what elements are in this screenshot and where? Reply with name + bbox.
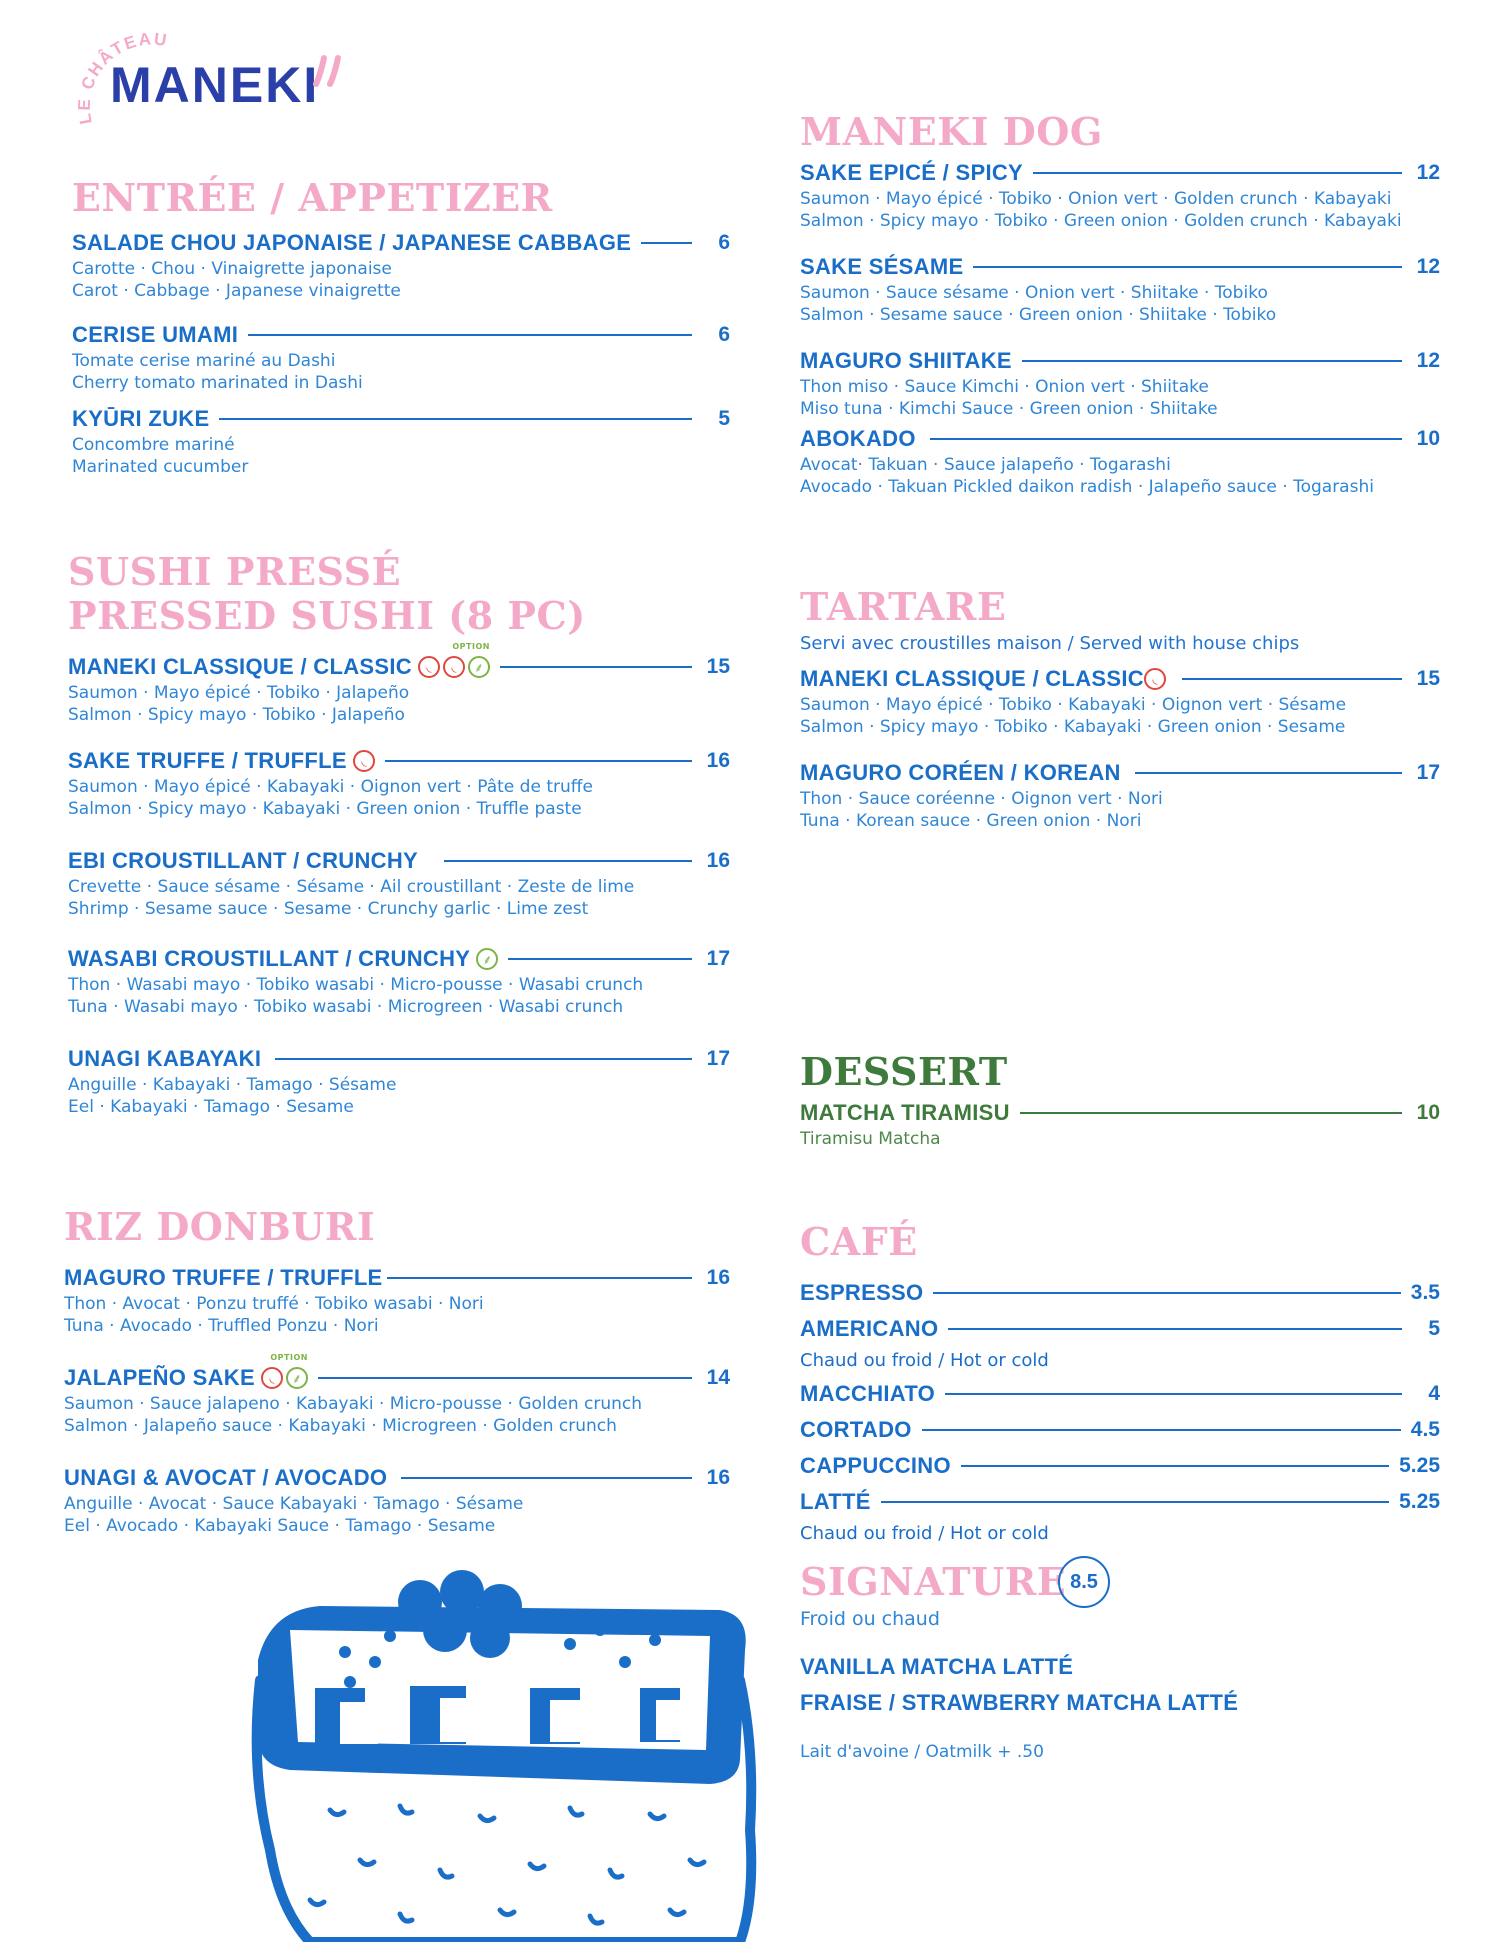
chili-icon: ◟ <box>261 1367 283 1389</box>
menu-item <box>800 1314 1440 1371</box>
item-desc-fr: Carotte · Chou · Vinaigrette japonaise <box>72 259 392 279</box>
item-name: CERISE UMAMI <box>72 322 239 347</box>
item-name: UNAGI KABAYAKI <box>68 1046 262 1071</box>
item-desc-fr: Thon · Avocat · Ponzu truffé · Tobiko wasabi · Nori <box>64 1294 484 1314</box>
menu-item <box>64 1263 730 1337</box>
item-desc-fr: Crevette · Sauce sésame · Sésame · Ail croustillant · Zeste de lime <box>68 877 635 897</box>
chili-icon: ◟ <box>418 656 440 678</box>
item-price: 15 <box>706 655 730 678</box>
item-name: MACCHIATO <box>800 1381 936 1406</box>
item-desc-en: Tuna · Avocado · Truffled Ponzu · Nori <box>64 1316 379 1336</box>
item-desc-en: Salmon · Spicy mayo · Tobiko · Green onion · Golden crunch · Kabayaki <box>800 211 1402 231</box>
diet-icons <box>1144 668 1166 690</box>
leader-line <box>1022 360 1402 362</box>
item-price: 16 <box>706 749 730 772</box>
item-desc-en: Miso tuna · Kimchi Sauce · Green onion · Shiitake <box>800 399 1218 419</box>
menu-item <box>64 1463 730 1537</box>
leader-line <box>219 418 692 420</box>
leader-line <box>275 1058 692 1060</box>
item-price: 5 <box>718 407 730 430</box>
item-price: 16 <box>706 1466 730 1489</box>
menu-item <box>68 642 730 726</box>
leader-line <box>1182 678 1402 680</box>
item-price: 6 <box>718 323 730 346</box>
leader-line <box>641 242 692 244</box>
item-desc-en: Carot · Cabbage · Japanese vinaigrette <box>72 281 401 301</box>
item-name: CORTADO <box>800 1417 912 1442</box>
item-name: MAGURO TRUFFE / TRUFFLE <box>64 1265 383 1290</box>
menu-item <box>800 158 1440 232</box>
item-price: 3.5 <box>1410 1281 1440 1304</box>
cafe-title: CAFÉ <box>800 1219 918 1264</box>
menu-item <box>68 746 730 820</box>
menu-item <box>68 944 730 1018</box>
option-label: OPTION <box>270 1353 308 1362</box>
item-price: 4.5 <box>1410 1418 1440 1441</box>
chili-icon: ◟ <box>353 750 375 772</box>
tartare-note: Servi avec croustilles maison / Served with house chips <box>800 633 1300 654</box>
item-desc-en: Salmon · Spicy mayo · Tobiko · Kabayaki · Green onion · Sesame <box>800 717 1346 737</box>
item-desc-fr: Anguille · Kabayaki · Tamago · Sésame <box>68 1075 397 1095</box>
signature-section <box>800 1560 1440 1762</box>
signature-item: VANILLA MATCHA LATTÉ <box>800 1654 1074 1679</box>
logo-arc-text: LE CHÂTEAU <box>74 29 170 126</box>
right-column <box>800 0 1440 1942</box>
menu-item <box>72 404 730 478</box>
chili-icon: ◟ <box>1144 668 1166 690</box>
menu-item <box>800 252 1440 326</box>
item-name: UNAGI & AVOCAT / AVOCADO <box>64 1465 388 1490</box>
item-name: AMERICANO <box>800 1316 939 1341</box>
item-name: EBI CROUSTILLANT / CRUNCHY <box>68 848 419 873</box>
item-desc-en: Salmon · Jalapeño sauce · Kabayaki · Microgreen · Golden crunch <box>64 1416 617 1436</box>
item-desc: Tiramisu Matcha <box>800 1129 941 1149</box>
item-name: MATCHA TIRAMISU <box>800 1100 1010 1125</box>
appetizer-section <box>72 176 730 496</box>
item-desc-en: Tuna · Wasabi mayo · Tobiko wasabi · Microgreen · Wasabi crunch <box>68 997 624 1017</box>
signature-price-badge: 8.5 <box>1058 1556 1110 1608</box>
tartare-section <box>800 585 1440 850</box>
menu-item <box>800 1098 1440 1150</box>
item-price: 5.25 <box>1399 1490 1440 1513</box>
leader-line <box>444 860 692 862</box>
signature-title: SIGNATURE <box>800 1559 1067 1604</box>
item-desc-en: Avocado · Takuan Pickled daikon radish · Jalapeño sauce · Togarashi <box>800 477 1374 497</box>
item-desc-fr: Saumon · Mayo épicé · Kabayaki · Oignon vert · Pâte de truffe <box>68 777 593 797</box>
item-name: MANEKI CLASSIQUE / CLASSIC <box>68 654 412 679</box>
item-desc-fr: Tomate cerise mariné au Dashi <box>72 351 336 371</box>
donburi-title: RIZ DONBURI <box>64 1204 376 1249</box>
leader-line <box>945 1393 1402 1395</box>
item-name: JALAPEÑO SAKE <box>64 1365 255 1390</box>
leader-line <box>933 1292 1400 1294</box>
diet-icons <box>353 750 375 772</box>
item-name: WASABI CROUSTILLANT / CRUNCHY <box>68 946 471 971</box>
sushi-drawing <box>250 1570 770 1942</box>
leader-line <box>881 1501 1389 1503</box>
pressed-sushi-section <box>68 550 730 1136</box>
item-desc-fr: Thon · Sauce coréenne · Oignon vert · Nori <box>800 789 1163 809</box>
leader-line <box>387 1277 692 1279</box>
item-name: LATTÉ <box>800 1489 871 1514</box>
pressed-sushi-title-line1: SUSHI PRESSÉ <box>68 549 402 594</box>
item-desc-en: Salmon · Sesame sauce · Green onion · Shiitake · Tobiko <box>800 305 1277 325</box>
item-desc-fr: Saumon · Sauce jalapeno · Kabayaki · Micro-pousse · Golden crunch <box>64 1394 643 1414</box>
signature-item: FRAISE / STRAWBERRY MATCHA LATTÉ <box>800 1690 1239 1715</box>
pressed-sushi-title-line2: PRESSED SUSHI (8 PC) <box>68 593 586 638</box>
gluten-free-icon: ⸙ <box>476 948 498 970</box>
item-desc-fr: Thon miso · Sauce Kimchi · Onion vert · Shiitake <box>800 377 1209 397</box>
menu-item <box>72 228 730 302</box>
leader-line <box>1033 172 1402 174</box>
leader-line <box>1135 772 1402 774</box>
item-price: 5.25 <box>1399 1454 1440 1477</box>
pressed-sushi-illustration <box>250 1570 770 1942</box>
item-name: SAKE EPICÉ / SPICY <box>800 160 1024 185</box>
leader-line <box>922 1429 1401 1431</box>
cafe-section <box>800 1220 1440 1552</box>
leader-line <box>948 1328 1402 1330</box>
item-name: SALADE CHOU JAPONAISE / JAPANESE CABBAGE <box>72 230 632 255</box>
item-price: 12 <box>1416 161 1440 184</box>
item-price: 17 <box>706 1047 730 1070</box>
chili-icon: ◟ <box>443 656 465 678</box>
menu-item <box>68 1044 730 1118</box>
drink-note: Chaud ou froid / Hot or cold <box>800 1350 1049 1371</box>
tartare-title: TARTARE <box>800 584 1007 629</box>
leader-line <box>500 666 692 668</box>
leader-line <box>961 1465 1389 1467</box>
menu-item <box>800 1487 1440 1544</box>
item-desc-en: Cherry tomato marinated in Dashi <box>72 373 363 393</box>
menu-item <box>64 1353 730 1437</box>
menu-item <box>800 346 1440 420</box>
option-label: OPTION <box>452 642 490 651</box>
gluten-free-icon: ⸙ <box>468 656 490 678</box>
drink-note: Chaud ou froid / Hot or cold <box>800 1523 1049 1544</box>
item-price: 4 <box>1428 1382 1440 1405</box>
menu-item <box>68 846 730 920</box>
logo-name: MANEKI <box>110 57 320 113</box>
leader-line <box>973 266 1402 268</box>
item-desc-fr: Saumon · Mayo épicé · Tobiko · Jalapeño <box>68 683 410 703</box>
item-desc-fr: Saumon · Sauce sésame · Onion vert · Shiitake · Tobiko <box>800 283 1268 303</box>
item-price: 10 <box>1416 427 1440 450</box>
item-price: 17 <box>706 947 730 970</box>
item-price: 12 <box>1416 255 1440 278</box>
dessert-section <box>800 1050 1440 1168</box>
diet-icons <box>261 1353 308 1389</box>
item-desc-en: Salmon · Spicy mayo · Tobiko · Jalapeño <box>68 705 405 725</box>
item-desc-fr: Saumon · Mayo épicé · Tobiko · Onion vert · Golden crunch · Kabayaki <box>800 189 1392 209</box>
maneki-dog-title: MANEKI DOG <box>800 109 1103 154</box>
menu-item <box>72 320 730 394</box>
item-desc-en: Eel · Avocado · Kabayaki Sauce · Tamago · Sesame <box>64 1516 496 1536</box>
leader-line <box>401 1477 692 1479</box>
menu-item <box>800 1379 1440 1409</box>
menu-item <box>800 1415 1440 1445</box>
item-price: 12 <box>1416 349 1440 372</box>
item-desc-en: Marinated cucumber <box>72 457 249 477</box>
dessert-title: DESSERT <box>800 1049 1008 1094</box>
item-desc-fr: Avocat· Takuan · Sauce jalapeño · Togarashi <box>800 455 1171 475</box>
item-desc-fr: Saumon · Mayo épicé · Tobiko · Kabayaki · Oignon vert · Sésame <box>800 695 1347 715</box>
item-price: 16 <box>706 1266 730 1289</box>
item-desc-en: Salmon · Spicy mayo · Kabayaki · Green onion · Truffle paste <box>68 799 582 819</box>
leader-line <box>385 760 692 762</box>
item-desc-fr: Thon · Wasabi mayo · Tobiko wasabi · Micro-pousse · Wasabi crunch <box>68 975 644 995</box>
item-price: 10 <box>1416 1101 1440 1124</box>
item-price: 16 <box>706 849 730 872</box>
item-name: CAPPUCCINO <box>800 1453 951 1478</box>
item-desc-fr: Concombre mariné <box>72 435 235 455</box>
menu-item <box>800 758 1440 832</box>
item-desc-en: Eel · Kabayaki · Tamago · Sesame <box>68 1097 354 1117</box>
item-price: 14 <box>706 1366 730 1389</box>
leader-line <box>930 438 1402 440</box>
leader-line <box>508 958 692 960</box>
item-name: MANEKI CLASSIQUE / CLASSIC <box>800 666 1144 691</box>
diet-icons <box>418 642 490 678</box>
menu-item <box>800 424 1440 498</box>
menu-item <box>800 1451 1440 1481</box>
oatmilk-note: Lait d'avoine / Oatmilk + .50 <box>800 1742 1044 1762</box>
item-name: MAGURO CORÉEN / KOREAN <box>800 760 1121 785</box>
donburi-section <box>64 1205 730 1555</box>
item-price: 17 <box>1416 761 1440 784</box>
item-price: 15 <box>1416 667 1440 690</box>
leader-line <box>318 1377 692 1379</box>
item-name: ABOKADO <box>800 426 916 451</box>
item-name: SAKE SÉSAME <box>800 254 964 279</box>
leader-line <box>248 334 692 336</box>
item-name: SAKE TRUFFE / TRUFFLE <box>68 748 347 773</box>
diet-icons <box>476 948 498 970</box>
menu-item <box>800 664 1440 738</box>
maneki-dog-section <box>800 110 1440 516</box>
gluten-free-icon: ⸙ <box>286 1367 308 1389</box>
item-desc-en: Shrimp · Sesame sauce · Sesame · Crunchy garlic · Lime zest <box>68 899 589 919</box>
signature-subtitle: Froid ou chaud <box>800 1608 940 1630</box>
appetizer-title: ENTRÉE / APPETIZER <box>72 175 553 220</box>
item-name: ESPRESSO <box>800 1280 924 1305</box>
item-price: 6 <box>718 231 730 254</box>
item-name: MAGURO SHIITAKE <box>800 348 1012 373</box>
menu-item <box>800 1278 1440 1308</box>
item-desc-fr: Anguille · Avocat · Sauce Kabayaki · Tamago · Sésame <box>64 1494 524 1514</box>
leader-line <box>1020 1112 1402 1114</box>
item-price: 5 <box>1428 1317 1440 1340</box>
item-name: KYŪRI ZUKE <box>72 406 210 431</box>
item-desc-en: Tuna · Korean sauce · Green onion · Nori <box>800 811 1142 831</box>
